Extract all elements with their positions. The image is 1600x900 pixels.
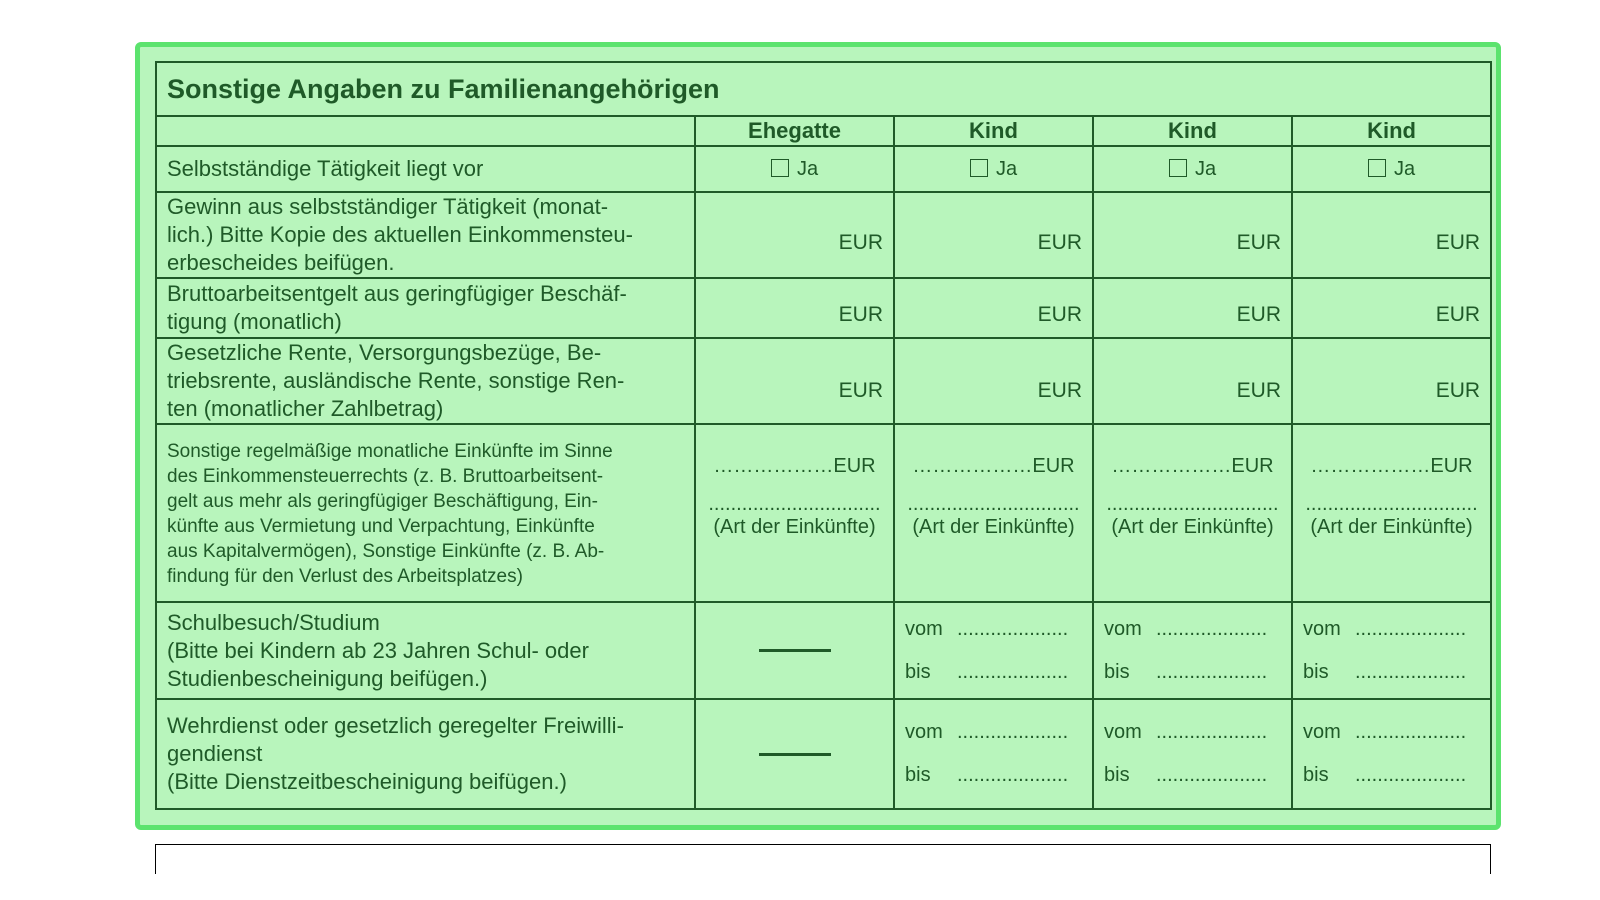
unit-eur: EUR [1236, 379, 1281, 402]
amount-field-ehegatte[interactable] [695, 278, 894, 338]
unit-eur: EUR [1236, 303, 1281, 326]
row-wehrdienst [156, 699, 1491, 809]
from-dots[interactable]: .................... [1156, 617, 1268, 640]
unit-eur: EUR [838, 231, 883, 254]
to-line[interactable] [1104, 764, 1291, 787]
checkbox-ja-kind-3[interactable] [1368, 159, 1386, 177]
from-dots[interactable]: .................... [957, 617, 1069, 640]
type-line[interactable]: ............................... [1305, 493, 1478, 515]
amount-line[interactable]: ………………EUR [713, 455, 876, 477]
amount-line[interactable]: ………………EUR [1111, 455, 1274, 477]
to-label: bis [1303, 660, 1329, 683]
checkbox-label: Ja [796, 157, 819, 180]
from-label: vom [1104, 617, 1142, 640]
checkbox-cell-kind-3[interactable] [1292, 146, 1491, 192]
section-title: Sonstige Angaben zu Familienangehörigen [156, 62, 1491, 116]
amount-field-ehegatte[interactable] [695, 338, 894, 424]
from-dots[interactable]: .................... [1355, 617, 1467, 640]
period-cell-kind-2[interactable] [1093, 602, 1292, 699]
row-label-wehrdienst-title: Wehrdienst oder gesetzlich geregelter Freiwilli- gendienst [167, 713, 624, 766]
checkbox-label: Ja [1393, 157, 1416, 180]
from-line[interactable] [1303, 618, 1490, 641]
unit-eur: EUR [1236, 231, 1281, 254]
from-line[interactable] [905, 618, 1092, 641]
checkbox-ja-kind-2[interactable] [1169, 159, 1187, 177]
from-label: vom [1303, 617, 1341, 640]
amount-line[interactable]: ………………EUR [1310, 455, 1473, 477]
row-label-wehrdienst-note: (Bitte Dienstzeitbescheinigung beifügen.) [167, 769, 567, 794]
row-bruttoarbeitsentgelt [156, 278, 1491, 338]
to-label: bis [1303, 764, 1329, 786]
to-label: bis [905, 764, 931, 786]
column-header-ehegatte: Ehegatte [695, 116, 894, 146]
header-empty-cell [156, 116, 695, 146]
from-label: vom [1303, 721, 1341, 743]
column-header-kind-1: Kind [894, 116, 1093, 146]
checkbox-label: Ja [1194, 157, 1217, 180]
row-sonstige-einkuenfte [156, 424, 1491, 602]
row-label-sonstige-einkuenfte: Sonstige regelmäßige monatliche Einkünfte im Sinne des Einkommensteuerrechts (z. B. Bruttoarbeitsent- gelt aus mehr als geringfügiger Beschäftigung, Ein- künfte aus Vermietung und Verpachtung, Einkünfte aus Kapitalvermögen), Sonstige Einkünfte (z. B. Ab- findung für den Verlust des Arbeitsplatzes) [156, 424, 695, 602]
unit-eur: EUR [1037, 231, 1082, 254]
type-line[interactable]: ............................... [708, 493, 881, 515]
unit-eur: EUR [1435, 303, 1481, 326]
column-header-row [156, 116, 1491, 146]
amount-field-ehegatte[interactable] [695, 192, 894, 278]
checkbox-cell-ehegatte[interactable] [695, 146, 894, 192]
from-line[interactable] [1104, 618, 1291, 641]
row-label-bruttoarbeitsentgelt: Bruttoarbeitsentgelt aus geringfügiger Beschäf- tigung (monatlich) [156, 278, 695, 338]
to-dots[interactable]: .................... [957, 764, 1069, 786]
other-income-cell-kind-3[interactable] [1292, 424, 1491, 602]
amount-line[interactable]: ………………EUR [912, 455, 1075, 477]
amount-field-kind-2[interactable] [1093, 278, 1292, 338]
amount-field-kind-3[interactable] [1292, 338, 1491, 424]
to-line[interactable] [1303, 661, 1490, 684]
next-section-box [155, 844, 1491, 874]
unit-eur: EUR [838, 379, 883, 402]
row-label-schulbesuch [156, 602, 695, 699]
checkbox-ja-ehegatte[interactable] [771, 159, 789, 177]
amount-field-kind-1[interactable] [894, 192, 1093, 278]
row-label-gewinn: Gewinn aus selbstständiger Tätigkeit (monat- lich.) Bitte Kopie des aktuellen Einkommensteu- erbescheides beifügen. [156, 192, 695, 278]
to-line[interactable] [905, 661, 1092, 684]
amount-field-kind-2[interactable] [1093, 338, 1292, 424]
row-label-rente: Gesetzliche Rente, Versorgungsbezüge, Be- triebsrente, ausländische Rente, sonstige Ren- ten (monatlicher Zahlbetrag) [156, 338, 695, 424]
checkbox-label: Ja [995, 157, 1018, 180]
to-dots[interactable]: .................... [1156, 764, 1268, 786]
amount-field-kind-3[interactable] [1292, 278, 1491, 338]
not-applicable-dash [759, 753, 831, 756]
from-dots[interactable]: .................... [957, 721, 1069, 743]
from-label: vom [905, 721, 943, 743]
row-selbststaendig [156, 146, 1491, 192]
unit-eur: EUR [1435, 379, 1481, 402]
from-line[interactable] [1303, 721, 1490, 744]
to-label: bis [1104, 660, 1130, 683]
checkbox-ja-kind-1[interactable] [970, 159, 988, 177]
unit-eur: EUR [1435, 231, 1481, 254]
type-caption: (Art der Einkünfte) [1111, 516, 1274, 538]
row-gewinn [156, 192, 1491, 278]
to-dots[interactable]: .................... [1156, 660, 1268, 683]
amount-field-kind-1[interactable] [894, 338, 1093, 424]
from-line[interactable] [905, 721, 1092, 744]
to-line[interactable] [1104, 661, 1291, 684]
to-label: bis [1104, 764, 1130, 786]
to-label: bis [905, 660, 931, 683]
from-label: vom [905, 617, 943, 640]
from-dots[interactable]: .................... [1156, 721, 1268, 743]
type-caption: (Art der Einkünfte) [713, 516, 876, 538]
amount-field-kind-3[interactable] [1292, 192, 1491, 278]
not-applicable-cell-ehegatte [695, 602, 894, 699]
unit-eur: EUR [838, 303, 883, 326]
to-dots[interactable]: .................... [1355, 660, 1467, 683]
type-caption: (Art der Einkünfte) [912, 516, 1075, 538]
type-line[interactable]: ............................... [1106, 493, 1279, 515]
unit-eur: EUR [1037, 379, 1082, 402]
row-rente [156, 338, 1491, 424]
period-cell-kind-3[interactable] [1292, 699, 1491, 809]
to-dots[interactable]: .................... [1355, 764, 1467, 786]
row-label-schulbesuch-title: Schulbesuch/Studium [167, 609, 380, 635]
row-label-schulbesuch-note: (Bitte bei Kindern ab 23 Jahren Schul- oder Studienbescheinigung beifügen.) [167, 637, 589, 691]
unit-eur: EUR [1037, 303, 1082, 326]
to-line[interactable] [1303, 764, 1490, 787]
amount-field-kind-1[interactable] [894, 278, 1093, 338]
checkbox-cell-kind-1[interactable] [894, 146, 1093, 192]
from-label: vom [1104, 721, 1142, 743]
period-cell-kind-1[interactable] [894, 699, 1093, 809]
row-schulbesuch [156, 602, 1491, 699]
type-line[interactable]: ............................... [907, 493, 1080, 515]
row-label-selbststaendig: Selbstständige Tätigkeit liegt vor [156, 146, 695, 192]
period-cell-kind-2[interactable] [1093, 699, 1292, 809]
row-label-wehrdienst [156, 699, 695, 809]
not-applicable-cell-ehegatte [695, 699, 894, 809]
to-dots[interactable]: .................... [957, 660, 1069, 683]
column-header-kind-2: Kind [1093, 116, 1292, 146]
type-caption: (Art der Einkünfte) [1310, 516, 1473, 538]
other-income-cell-kind-2[interactable] [1093, 424, 1292, 602]
checkbox-cell-kind-2[interactable] [1093, 146, 1292, 192]
from-dots[interactable]: .................... [1355, 721, 1467, 743]
amount-field-kind-2[interactable] [1093, 192, 1292, 278]
period-cell-kind-1[interactable] [894, 602, 1093, 699]
from-line[interactable] [1104, 721, 1291, 744]
other-income-cell-ehegatte[interactable] [695, 424, 894, 602]
family-members-table [155, 61, 1492, 810]
period-cell-kind-3[interactable] [1292, 602, 1491, 699]
to-line[interactable] [905, 764, 1092, 787]
not-applicable-dash [759, 649, 831, 652]
column-header-kind-3: Kind [1292, 116, 1491, 146]
other-income-cell-kind-1[interactable] [894, 424, 1093, 602]
